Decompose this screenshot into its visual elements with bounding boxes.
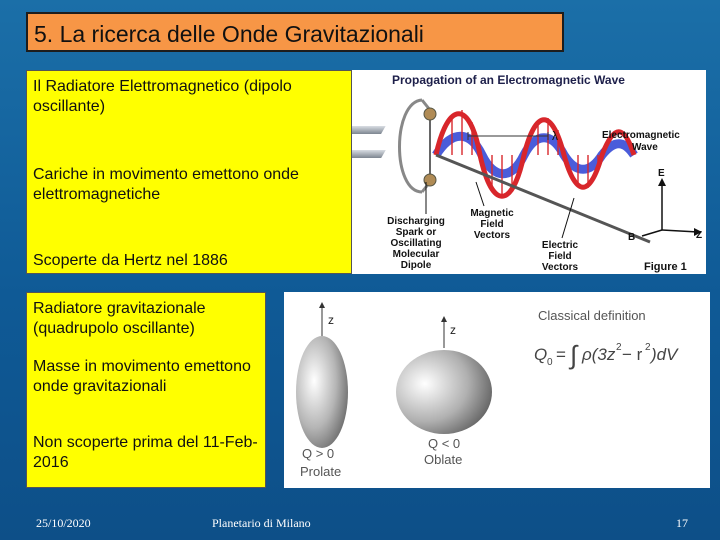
prolate-q-label: Q > 0 (302, 446, 335, 461)
em-figure-title: Propagation of an Electromagnetic Wave (392, 73, 625, 87)
hertz-discovery-text: Scoperte da Hertz nel 1886 (33, 252, 228, 269)
svg-text:2: 2 (645, 342, 651, 353)
quadrupole-moment-label: Momento di Quadrupolo (558, 403, 642, 440)
svg-text:Field: Field (480, 219, 504, 230)
magnetic-label (470, 208, 514, 241)
gw-radiator-box (26, 292, 266, 488)
svg-text:− r: − r (622, 345, 643, 364)
wavelength-label: λ (552, 129, 558, 143)
gw-not-discovered-text: Non scoperte prima del 11-Feb-2016 (33, 434, 258, 471)
em-wave-diagram (352, 70, 706, 274)
oblate-label: Oblate (424, 452, 463, 467)
footer-date: 25/10/2020 (36, 516, 91, 530)
svg-text:=: = (556, 345, 566, 364)
svg-text:2: 2 (616, 342, 622, 353)
footer-page-number: 17 (676, 516, 688, 530)
capacitor-plate-bottom (352, 150, 386, 158)
svg-text:0: 0 (547, 357, 553, 368)
axis-e-label: E (658, 168, 665, 179)
svg-text:Oscillating: Oscillating (390, 238, 442, 249)
quadrupole-formula (534, 340, 679, 370)
svg-text:Spark or: Spark or (395, 227, 437, 238)
svg-text:Vectors: Vectors (541, 262, 579, 273)
axis-z-label: Z (696, 230, 703, 241)
quadrupole-figure (284, 292, 710, 488)
em-wave-figure (352, 70, 706, 274)
svg-text:Magnetic: Magnetic (470, 208, 514, 219)
em-radiator-box (26, 70, 352, 274)
slide-title: 5. La ricerca delle Onde Gravitazionali (26, 12, 564, 52)
svg-text:ρ(3z: ρ(3z (582, 345, 616, 364)
prolate-spheroid (296, 336, 348, 448)
gw-masses-text: Masse in movimento emettono onde gravitazionali (33, 358, 251, 395)
oblate-spheroid (396, 350, 492, 434)
svg-text:Vectors: Vectors (473, 230, 511, 241)
electric-wave (436, 114, 634, 197)
dipole-wire (400, 100, 423, 192)
em-wave-label-line2: Wave (632, 142, 658, 153)
figure-caption: Figure 1 (644, 261, 687, 273)
axis-b-label: B (628, 232, 636, 243)
svg-text:∫: ∫ (570, 340, 578, 370)
svg-text:Electric: Electric (541, 240, 579, 251)
oblate-q-label: Q < 0 (428, 436, 461, 451)
svg-text:Field: Field (548, 251, 572, 262)
oblate-z-label: z (450, 323, 456, 337)
electric-label (542, 240, 579, 273)
em-wave-label-line1: Electromagnetic (602, 130, 680, 141)
gw-radiator-heading: Radiatore gravitazionale (quadrupolo oscillante) (33, 300, 206, 337)
em-radiator-heading: Il Radiatore Elettromagnetico (dipolo oscillante) (33, 78, 292, 115)
svg-text:Dipole: Dipole (400, 260, 432, 271)
dipole-label (387, 216, 445, 271)
classical-definition-label: Classical definition (538, 308, 646, 323)
prolate-label: Prolate (300, 464, 342, 479)
svg-text:)dV: )dV (651, 345, 678, 364)
capacitor-plate-top (352, 126, 386, 134)
svg-text:Q: Q (534, 345, 548, 364)
propagation-axis (436, 155, 650, 242)
quadrupole-diagram (284, 292, 710, 488)
svg-text:Molecular: Molecular (392, 249, 440, 260)
footer-venue: Planetario di Milano (212, 516, 311, 530)
charge-top (424, 108, 436, 120)
prolate-z-label: z (328, 313, 334, 327)
svg-text:Discharging: Discharging (387, 216, 445, 227)
em-charges-text: Cariche in movimento emettono onde elettromagnetiche (33, 166, 299, 203)
